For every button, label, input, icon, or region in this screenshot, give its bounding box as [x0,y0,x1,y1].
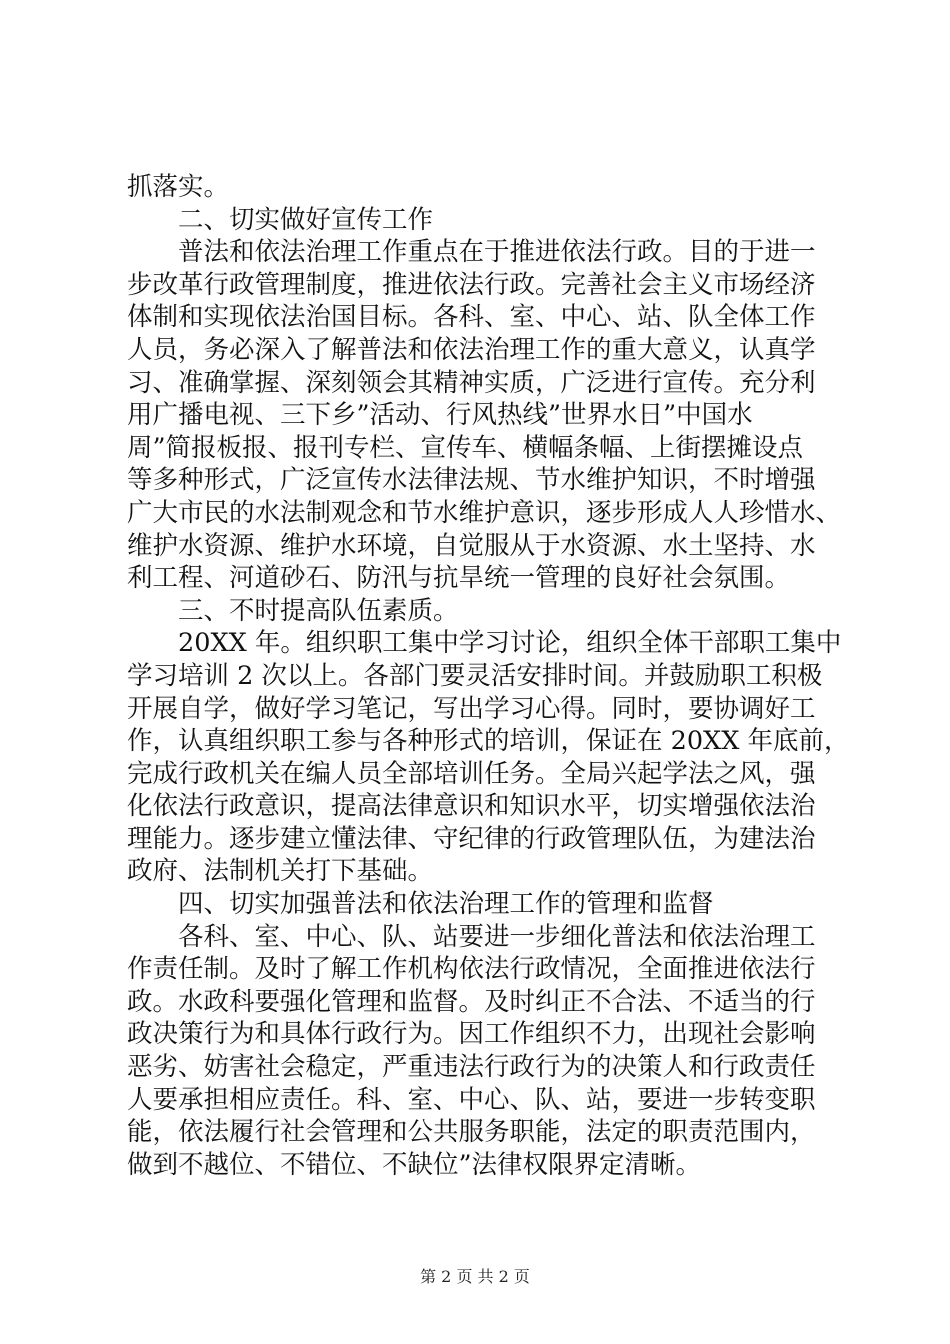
section-heading: 四、切实加强普法和依法治理工作的管理和监督 [127,889,714,920]
section-heading: 二、切实做好宣传工作 [127,204,434,235]
text-line: 化依法行政意识，提高法律意识和知识水平，切实增强依法治 [127,791,816,822]
text-line: 抓落实。 [127,172,230,202]
text-line: 人员，务必深入了解普法和依法治理工作的重大意义，认真学 [127,334,816,365]
text-line: 理能力。逐步建立懂法律、守纪律的行政管理队伍，为建法治 [127,823,816,854]
text-line: 等多种形式，广泛宣传水法律法规、节水维护知识，不时增强 [127,465,816,496]
text-line: 完成行政机关在编人员全部培训任务。全局兴起学法之风，强 [127,758,816,789]
text-line: 人要承担相应责任。科、室、中心、队、站，要进一步转变职 [127,1084,816,1115]
text-line: 开展自学，做好学习笔记，写出学习心得。同时，要协调好工 [127,693,816,724]
text-line: 体制和实现依法治国目标。各科、室、中心、站、队全体工作 [127,302,816,333]
text-line: 用广播电视、三下乡”活动、行风热线”世界水日”中国水 [127,400,753,431]
text-line: 做到不越位、不错位、不缺位”法律权限界定清晰。 [127,1149,702,1180]
section-heading: 三、不时提高队伍素质。 [127,595,459,626]
text-line: 普法和依法治理工作重点在于推进依法行政。目的于进一 [127,237,816,268]
text-line: 利工程、河道砂石、防汛与抗旱统一管理的良好社会氛围。 [127,563,791,594]
text-line: 各科、室、中心、队、站要进一步细化普法和依法治理工 [127,921,816,952]
text-line: 学习培训 2 次以上。各部门要灵活安排时间。并鼓励职工积极 [127,660,823,691]
text-line: 政府、法制机关打下基础。 [127,856,434,887]
page-footer: 第 2 页 共 2 页 [420,1267,530,1286]
text-line: 周”简报板报、报刊专栏、宣传车、横幅条幅、上街摆摊设点 [127,432,804,463]
text-line: 能，依法履行社会管理和公共服务职能，法定的职责范围内， [127,1117,816,1148]
text-line: 维护水资源、维护水环境，自觉服从于水资源、水土坚持、水 [127,530,816,561]
text-line: 政决策行为和具体行政行为。因工作组织不力，出现社会影响 [127,1019,816,1050]
text-line: 作，认真组织职工参与各种形式的培训，保证在 20XX 年底前， [127,726,850,757]
text-line: 20XX 年。组织职工集中学习讨论，组织全体干部职工集中 [127,628,842,659]
document-body [127,171,850,1181]
text-line: 步改革行政管理制度，推进依法行政。完善社会主义市场经济 [127,269,816,300]
text-line: 恶劣、妨害社会稳定，严重违法行政行为的决策人和行政责任 [127,1052,816,1083]
text-line: 广大市民的水法制观念和节水维护意识，逐步形成人人珍惜水、 [127,497,842,528]
text-line: 作责任制。及时了解工作机构依法行政情况，全面推进依法行 [127,954,816,985]
text-line: 政。水政科要强化管理和监督。及时纠正不合法、不适当的行 [127,986,816,1017]
text-line: 习、准确掌握、深刻领会其精神实质，广泛进行宣传。充分利 [127,367,816,398]
